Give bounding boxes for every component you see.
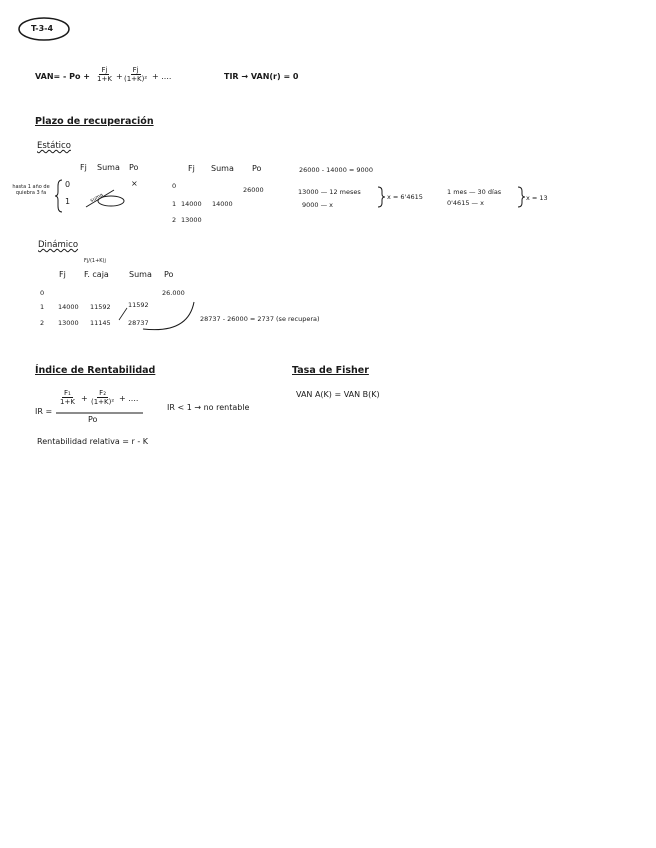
estatico-row1-fj: 14000: [181, 200, 202, 208]
dinamico-header-suma: Suma: [129, 270, 152, 279]
estatico-header-suma: Suma: [211, 164, 234, 173]
indice-f1-num: F₁: [64, 389, 71, 397]
estatico-calc-5: 0'4615 — x: [447, 199, 484, 207]
estatico-calc-3: 9000 — x: [302, 201, 334, 209]
indice-denominator: Po: [88, 415, 98, 424]
indice-fraction-1: [58, 389, 77, 406]
brace-right-2: [518, 187, 525, 207]
estatico-label: Estático: [37, 141, 71, 151]
dinamico-row1-fj: 14000: [58, 303, 79, 311]
dinamico-row0-po: 26.000: [162, 289, 185, 297]
estatico-left-row-0: 0: [65, 180, 71, 189]
brace-left: [55, 180, 62, 212]
estatico-result-1: x = 6'4615: [387, 193, 423, 201]
dinamico-row1-fcaja: 11592: [90, 303, 111, 311]
dinamico-curve: [143, 302, 194, 330]
indice-relativa: Rentabilidad relativa = r - K: [37, 437, 149, 446]
estatico-calc-4: 1 mes — 30 días: [447, 188, 502, 196]
estatico-left-col-po: Po: [129, 163, 139, 172]
estatico-row0-n: 0: [172, 182, 177, 190]
dinamico-header-fj: Fj: [59, 270, 66, 279]
estatico-result-2: x = 13: [526, 194, 548, 202]
indice-f2-num: F₂: [99, 389, 107, 397]
dinamico-header-fcaja: F. caja: [84, 270, 109, 279]
estatico-header-po: Po: [252, 164, 262, 173]
dinamico-formula-note: Fj/(1+K)j: [84, 258, 106, 264]
estatico-row1-n: 1: [172, 200, 177, 208]
indice-heading: Índice de Rentabilidad: [35, 365, 156, 376]
estatico-left-row-1: 1: [65, 197, 71, 206]
van-fraction-1: [95, 66, 114, 83]
dinamico-row1-suma: 11592: [128, 301, 149, 309]
estatico-side-note: hasta 1 año de quiebra 3 fa: [12, 184, 50, 196]
dinamico-label: Dinámico: [38, 240, 79, 250]
dinamico-arrow: [119, 308, 127, 320]
plazo-heading: Plazo de recuperación: [35, 116, 154, 127]
van-f1-num: Fj: [101, 66, 108, 74]
van-fraction-2: [122, 66, 149, 83]
van-plus: +: [116, 72, 123, 81]
indice-plus: +: [81, 394, 88, 403]
van-f1-den: 1+K: [97, 75, 112, 83]
tir-formula: TIR → VAN(r) = 0: [224, 72, 299, 81]
dinamico-row0-n: 0: [40, 289, 45, 297]
estatico-row1-suma: 14000: [212, 200, 233, 208]
dinamico-header-po: Po: [164, 270, 174, 279]
indice-condition: IR < 1 → no rentable: [167, 403, 250, 412]
van-f2-num: Fj: [132, 66, 139, 74]
van-prefix: VAN= - Po +: [35, 72, 90, 81]
dinamico-row2-fcaja: 11145: [90, 319, 111, 327]
brace-right-1: [378, 187, 385, 207]
dinamico-row2-n: 2: [40, 319, 45, 327]
estatico-left-suma: suma: [89, 192, 105, 204]
estatico-row2-n: 2: [172, 216, 177, 224]
indice-f2-den: (1+K)²: [91, 398, 115, 406]
van-tail: + ....: [152, 72, 172, 81]
dinamico-row1-n: 1: [40, 303, 45, 311]
van-f2-den: (1+K)²: [124, 75, 148, 83]
dinamico-row2-fj: 13000: [58, 319, 79, 327]
indice-tail: + ....: [119, 394, 139, 403]
fisher-heading: Tasa de Fisher: [292, 365, 369, 376]
estatico-header-fj: Fj: [188, 164, 195, 173]
dinamico-row2-suma: 28737: [128, 319, 149, 327]
estatico-calc-1: 26000 - 14000 = 9000: [299, 166, 373, 174]
dinamico-note: 28737 - 26000 = 2737 (se recupera): [200, 315, 320, 323]
fisher-formula: VAN A(K) = VAN B(K): [296, 390, 380, 399]
estatico-left-col-suma: Suma: [97, 163, 120, 172]
indice-f1-den: 1+K: [60, 398, 75, 406]
estatico-row2-fj: 13000: [181, 216, 202, 224]
indice-fraction-2: [89, 389, 116, 406]
estatico-calc-2: 13000 — 12 meses: [298, 188, 361, 196]
estatico-row0-po: 26000: [243, 186, 264, 194]
topic-badge: T-3-4: [31, 24, 54, 33]
estatico-left-x: ×: [131, 179, 138, 188]
estatico-left-col-fj: Fj: [80, 163, 87, 172]
indice-ir-label: IR =: [35, 407, 53, 416]
